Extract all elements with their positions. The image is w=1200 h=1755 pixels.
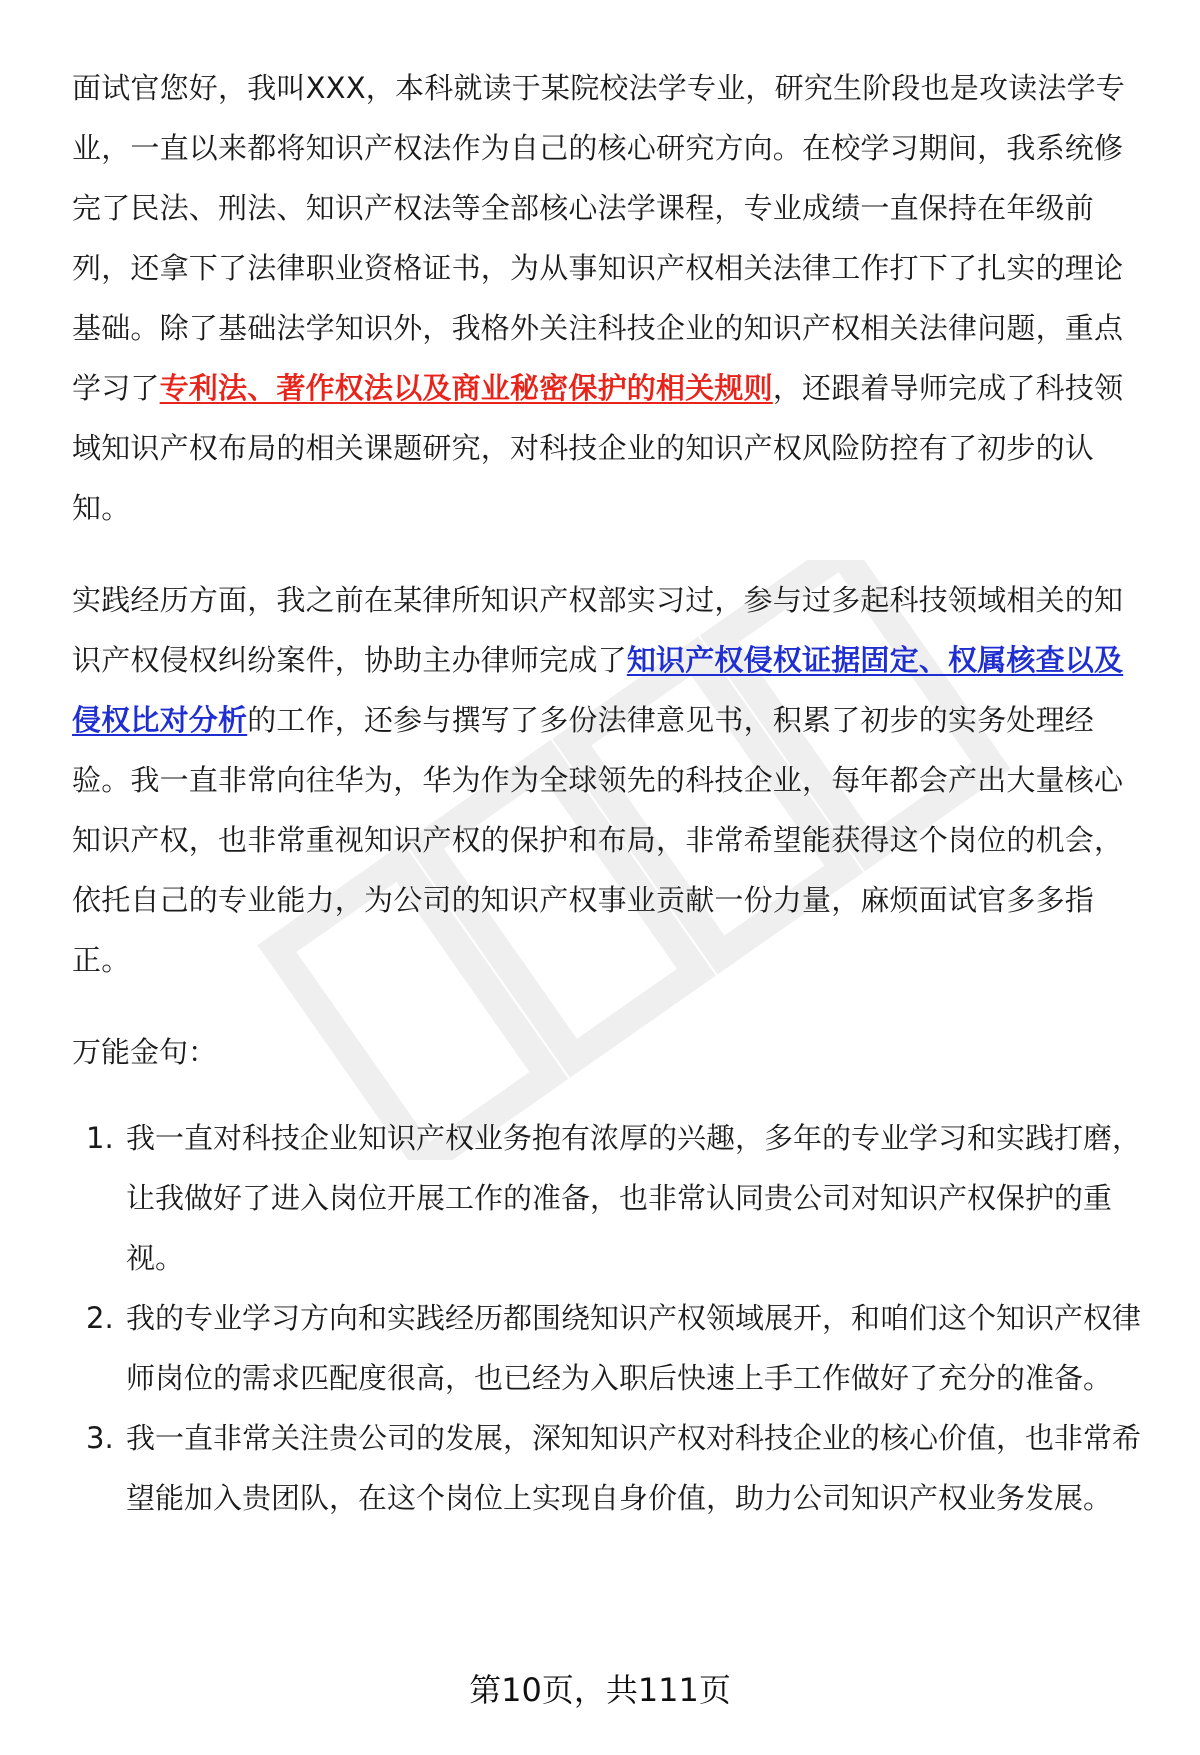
list-item [72,1408,1150,1528]
list-item-text: 我一直非常关注贵公司的发展，深知知识产权对科技企业的核心价值，也非常希望能加入贵团队，在这个岗位上实现自身价值，助力公司知识产权业务发展。 [126,1421,1142,1515]
intro-text-before: 面试官您好，我叫XXX，本科就读于某院校法学专业，研究生阶段也是攻读法学专业，一直以来都将知识产权法作为自己的核心研究方向。在校学习期间，我系统修完了民法、刑法、知识产权法等全部核心法学课程，专业成绩一直保持在年级前列，还拿下了法律职业资格证书，为从事知识产权相关法律工作打下了扎实的理论基础。除了基础法学知识外，我格外关注科技企业的知识产权相关法律问题，重点学习了 [72,71,1126,405]
intro-highlight-red: 专利法、著作权法以及商业秘密保护的相关规则 [159,371,773,405]
list-item-text: 我一直对科技企业知识产权业务抱有浓厚的兴趣，多年的专业学习和实践打磨，让我做好了进入岗位开展工作的准备，也非常认同贵公司对知识产权保护的重视。 [126,1121,1142,1275]
experience-highlight-blue: 知识产权侵权证据固定、权属核查以及侵权比对分析 [72,643,1124,737]
list-item-number: 3. [86,1421,114,1455]
experience-text-before: 实践经历方面，我之前在某律所知识产权部实习过，参与过多起科技领域相关的知识产权侵权纠纷案件，协助主办律师完成了 [72,583,1124,677]
list-item-number: 2. [86,1301,114,1335]
list-item [72,1108,1150,1288]
experience-paragraph [72,570,1150,990]
list-item-text: 我的专业学习方向和实践经历都围绕知识产权领域展开，和咱们这个知识产权律师岗位的需求匹配度很高，也已经为入职后快速上手工作做好了充分的准备。 [126,1301,1142,1395]
list-item [72,1288,1150,1408]
golden-sentences-list [72,1108,1150,1528]
intro-text-after: ，还跟着导师完成了科技领域知识产权布局的相关课题研究，对科技企业的知识产权风险防控有了初步的认知。 [72,371,1124,525]
document-body [72,58,1150,1528]
golden-sentences-title: 万能金句： [72,1035,218,1069]
list-item-number: 1. [86,1121,114,1155]
page-number-footer: 第10页，共111页 [469,1671,731,1709]
experience-text-after: 的工作，还参与撰写了多份法律意见书，积累了初步的实务处理经验。我一直非常向往华为，华为作为全球领先的科技企业，每年都会产出大量核心知识产权，也非常重视知识产权的保护和布局，非常希望能获得这个岗位的机会，依托自己的专业能力，为公司的知识产权事业贡献一份力量，麻烦面试官多多指正。 [72,703,1124,977]
intro-paragraph [72,58,1150,538]
